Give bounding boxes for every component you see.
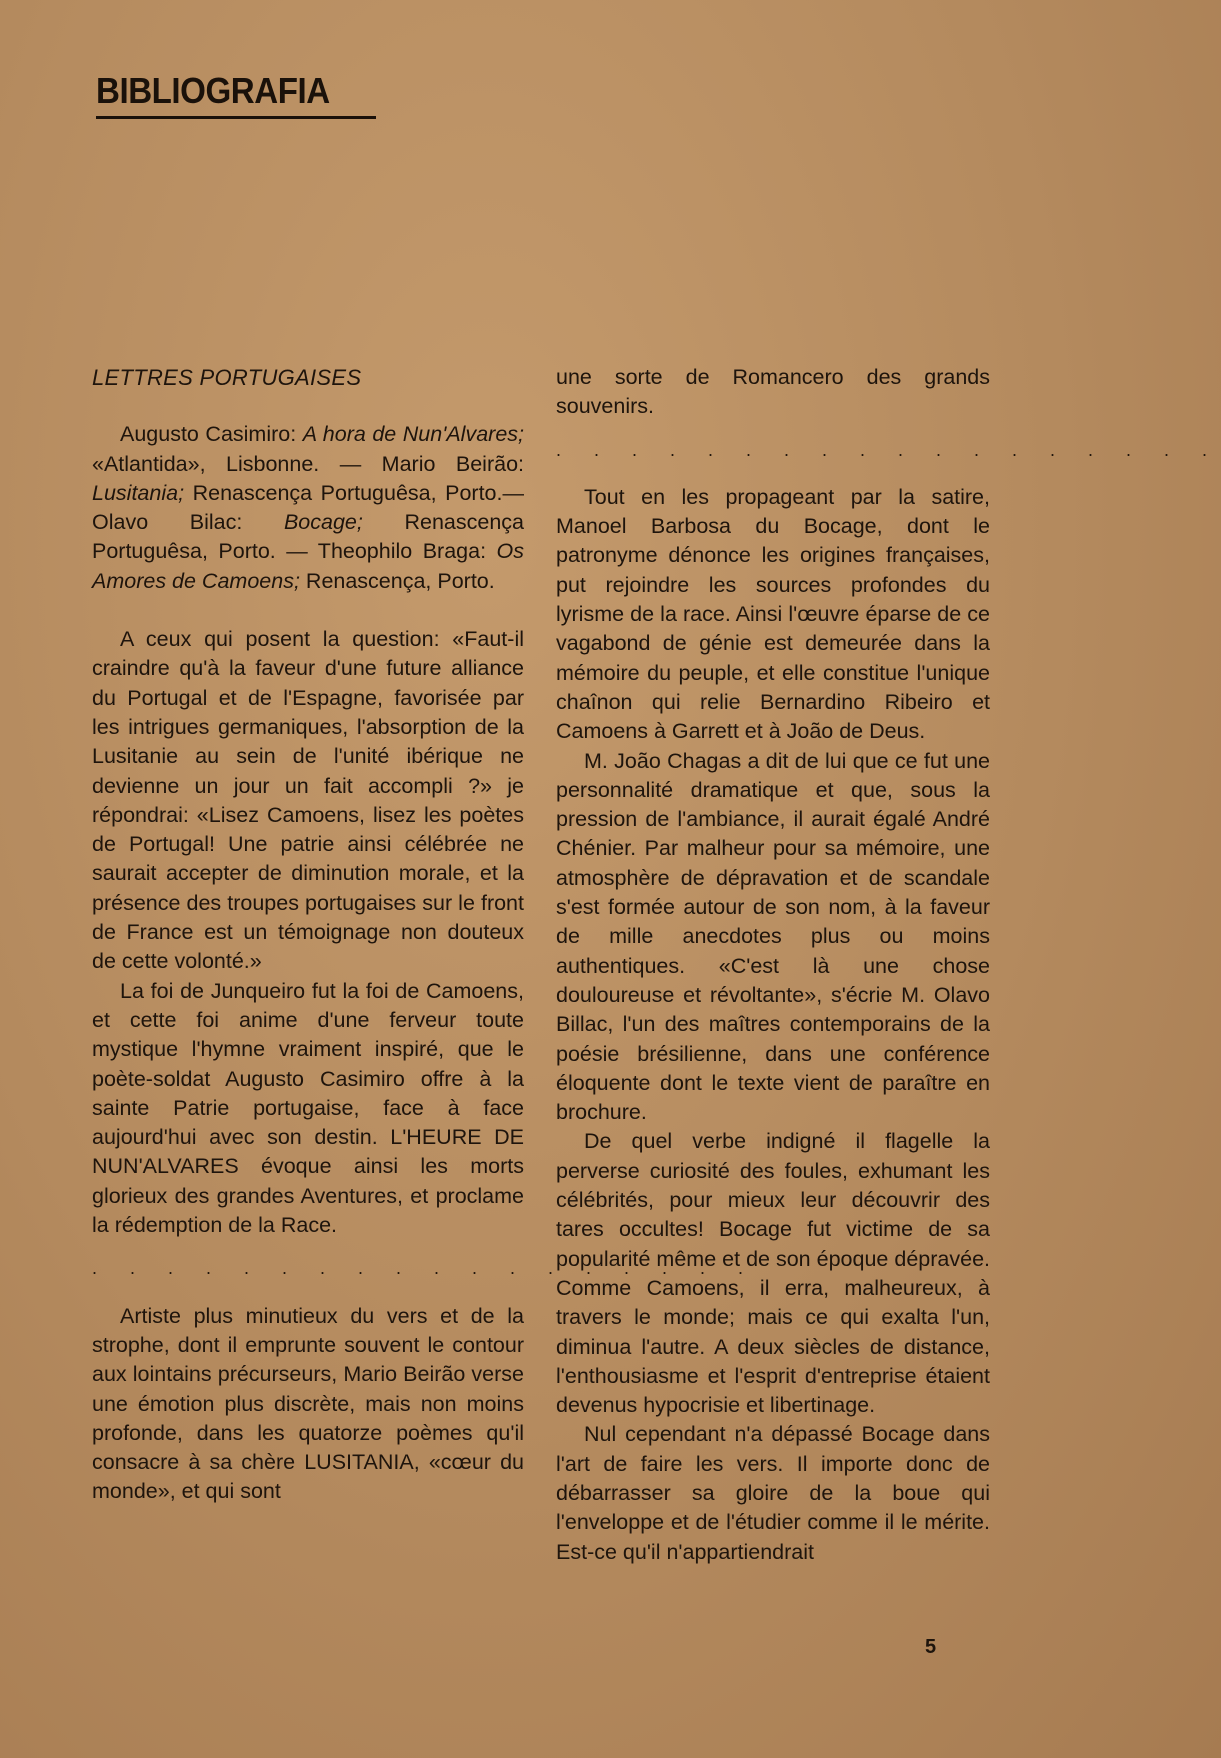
right-paragraph-4: Nul cependant n'a dépassé Bocage dans l'art de faire les vers. Il importe donc de débarrasser sa gloire de la boue qui l'enveloppe et de l'étudier comme il le mérite. Est-ce qu'il n'appartiendrait [556,1422,990,1564]
citation-text: Augusto Casimiro: [120,422,303,447]
right-column [556,363,1221,1567]
right-paragraph-1: Tout en les propageant par la satire, Manoel Barbosa du Bocage, dont le patronyme dénonce les origines françaises, put rejoindre les sources profondes du lyrisme de la race. Ainsi l'œuvre éparse de ce vagabond de génie est demeurée dans la mémoire du peuple, et elle constitue l'unique chaînon qui relie Bernardino Ribeiro et Camoens à Garrett et à João de Deus. [556,484,990,744]
citation-text: Renascença Portuguêsa, Porto.— Olavo Bilac: [92,480,524,535]
citation-text: «Atlantida», Lisbonne. — Mario Beirão: [92,451,524,476]
citation-title: A hora de Nun'Alvares; [302,422,524,447]
section-dots: . . . . . . . . . . . . . . . . . . [92,1258,758,1279]
left-paragraph-3: Artiste plus minutieux du vers et de la strophe, dont il emprunte souvent le contour aux lointains précurseurs, Mario Beirão verse une émotion plus discrète, mais non moins profonde, dans les quatorze poèmes qu'il consacre à sa chère LUSITANIA, «cœur du monde», et qui sont [92,1303,524,1504]
page-title: BIBLIOGRAFIA [96,70,330,111]
citation-title: Bocage; [283,510,363,535]
left-paragraph-1: A ceux qui posent la question: «Faut-il craindre qu'à la faveur d'une future alliance du Portugal et de l'Espagne, favorisée par les intrigues germaniques, l'absorption de la Lusitanie au sein de l'unité ibérique ne devienne un jour un fait accompli ?» je répondrai: «Lisez Camoens, lisez les poètes de Portugal! Une patrie ainsi célébrée ne saurait accepter de diminution morale, et la présence des troupes portugaises sur le front de France est un témoignage non douteux de cette volonté.» [92,627,524,974]
citation-text: Renascença, Porto. [299,568,495,593]
citation-paragraph [92,420,524,596]
section-heading: LETTRES PORTUGAISES [92,365,362,390]
right-paragraph-3: De quel verbe indigné il flagelle la perverse curiosité des foules, exhumant les célébrités, pour mieux leur découvrir des tares occultes! Bocage fut victime de sa popularité même et de son époque dépravée. Comme Camoens, il erra, malheureux, à travers le monde; mais ce qui exalta l'un, diminua l'autre. A deux siècles de distance, l'enthousiasme et l'esprit d'entreprise étaient devenus hypocrisie et libertinage. [556,1129,990,1418]
page-number: 5 [925,1636,937,1658]
left-column [92,363,758,1507]
left-paragraph-2: La foi de Junqueiro fut la foi de Camoens, et cette foi anime d'une ferveur toute mystique l'hymne vraiment inspiré, que le poète-soldat Augusto Casimiro offre à la sainte Patrie portugaise, face à face aujourd'hui avec son destin. L'HEURE DE NUN'ALVARES évoque ainsi les morts glorieux des grandes Aventures, et proclame la rédemption de la Race. [92,978,524,1238]
citation-text: Renascença Portuguêsa, Porto. — Theophilo Braga: [92,510,525,564]
section-dots: . . . . . . . . . . . . . . . . . . [556,439,1221,460]
right-paragraph-2: M. João Chagas a dit de lui que ce fut une personnalité dramatique et que, sous la pression de l'ambiance, il aurait égalé André Chénier. Par malheur pour sa mémoire, une atmosphère de dépravation et de scandale s'est formée autour de son nom, à la faveur de mille anecdotes plus ou moins authentiques. «C'est là une chose douloureuse et révoltante», s'écrie M. Olavo Billac, l'un des maîtres contemporains de la poésie brésilienne, dans une conférence éloquente dont le texte vient de paraître en brochure. [556,748,990,1125]
citation-title: Lusitania; [92,480,185,505]
citation-title: Os Amores de Camoens; [92,539,524,593]
right-paragraph-0: une sorte de Romancero des grands souvenirs. [556,365,990,419]
title-underline [96,116,376,119]
